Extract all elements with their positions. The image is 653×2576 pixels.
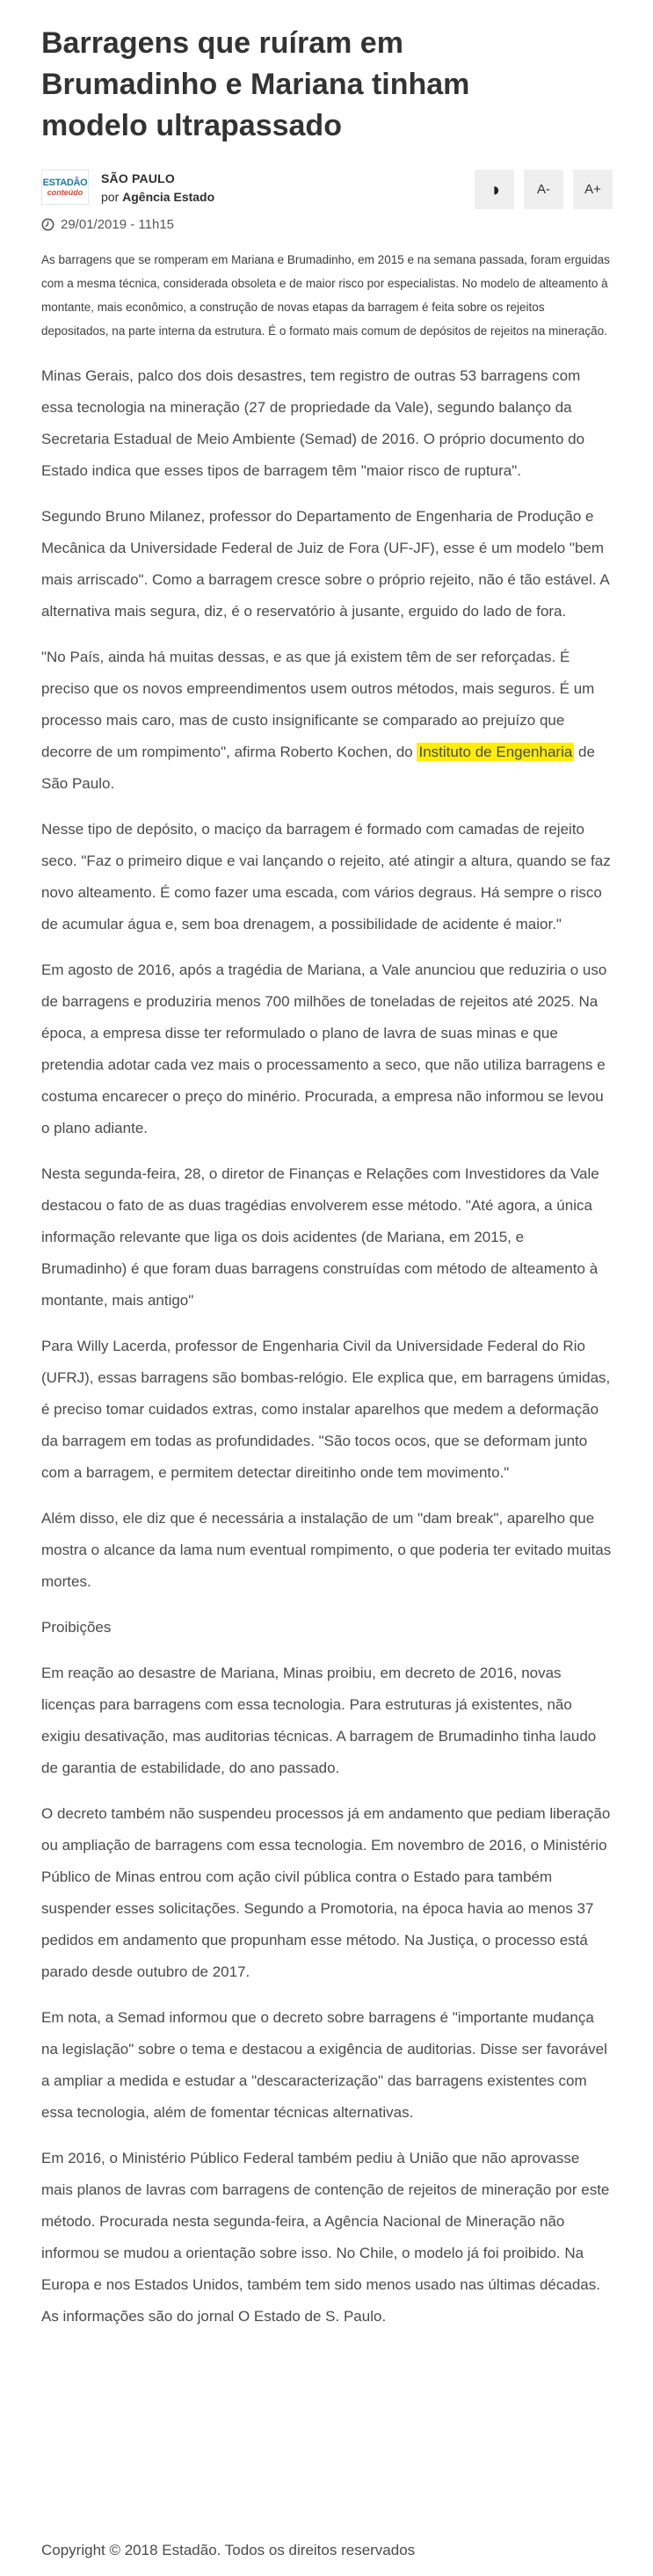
paragraph-text: de São Paulo.: [41, 744, 595, 792]
paragraph-text: "No País, ainda há muitas dessas, e as que já existem têm de ser reforçadas. É preciso que os novos empreendimentos usem outros métodos, mais seguros. É um processo mais caro, mas de custo insignificante se comparado ao prejuízo que decorre de um rompimento", afirma Roberto Kochen, do: [41, 649, 595, 760]
article-paragraph: Em agosto de 2016, após a tragédia de Mariana, a Vale anunciou que reduziria o uso de barragens e produziria menos 700 milhões de toneladas de rejeitos até 2025. Na época, a empresa disse ter reformulado o plano de lavra de suas minas e que pretendia adotar cada vez mais o processamento a seco, que não utiliza barragens e costuma encarecer o preço do minério. Procurada, a empresa não informou se levou o plano adiante.: [41, 961, 607, 1136]
contrast-button[interactable]: [475, 170, 514, 209]
article-paragraph: Nesse tipo de depósito, o maciço da barragem é formado com camadas de rejeito seco. "Faz o primeiro dique e vai lançando o rejeito, até atingir a altura, quando se faz novo alteamento. É como fazer uma escada, com vários degraus. Há sempre o risco de acumular água e, sem boa drenagem, a possibilidade de acidente é maior.": [41, 821, 611, 932]
article-paragraph: Em reação ao desastre de Mariana, Minas proibiu, em decreto de 2016, novas licenças para barragens com essa tecnologia. Para estruturas já existentes, não exigiu desativação, mas auditorias técnicas. A barragem de Brumadinho tinha laudo de garantia de estabilidade, do ano passado.: [41, 1665, 597, 1776]
font-increase-button[interactable]: A+: [573, 170, 613, 209]
contrast-icon: ◑: [488, 178, 501, 200]
byline-location: SÃO PAULO: [101, 171, 175, 185]
article-body: [41, 360, 613, 2347]
publish-date-row: [41, 217, 613, 232]
search-highlight: Instituto de Engenharia: [418, 744, 573, 760]
article-paragraph: Para Willy Lacerda, professor de Engenharia Civil da Universidade Federal do Rio (UFRJ), essas barragens são bombas-relógio. Ele explica que, em barragens úmidas, é preciso tomar cuidados extras, como instalar aparelhos que medem a deformação da barragem em todas as profundidades. "São tocos ocos, que se deformam junto com a barragem, e permitem detectar direitinho onde tem movimento.": [41, 1338, 611, 1481]
article-paragraph: Segundo Bruno Milanez, professor do Departamento de Engenharia de Produção e Mecânica da Universidade Federal de Juiz de Fora (UF-JF), esse é um modelo "bem mais arriscado". Como a barragem cresce sobre o próprio rejeito, não é tão estável. A alternativa mais segura, diz, é o reservatório à jusante, erguido do lado de fora.: [41, 508, 609, 620]
article-subheading: Proibições: [41, 1619, 112, 1636]
byline-text: [101, 170, 214, 204]
byline: [41, 170, 613, 209]
font-decrease-button[interactable]: A-: [524, 170, 563, 209]
article-paragraph: [41, 642, 613, 800]
byline-prefix: por: [101, 190, 120, 204]
page-title: Barragens que ruíram em Brumadinho e Mariana tinham modelo ultrapassado: [41, 26, 470, 142]
article-paragraph: Em 2016, o Ministério Público Federal também pediu à União que não aprovasse mais planos de lavras com barragens de contenção de rejeitos de mineração por este método. Procurada nesta segunda-feira, a Agência Nacional de Mineração não informou se mudou a orientação sobre isso. No Chile, o modelo já foi proibido. Na Europa e nos Estados Unidos, também tem sido menos usado nas últimas décadas. As informações são do jornal O Estado de S. Paulo.: [41, 2150, 610, 2325]
article-paragraph: Minas Gerais, palco dos dois desastres, tem registro de outras 53 barragens com essa tecnologia na mineração (27 de propriedade da Vale), segundo balanço da Secretaria Estadual de Meio Ambiente (Semad) de 2016. O próprio documento do Estado indica que esses tipos de barragem têm "maior risco de ruptura".: [41, 367, 585, 479]
article-paragraph: Nesta segunda-feira, 28, o diretor de Finanças e Relações com Investidores da Vale destacou o fato de as duas tragédias envolverem esse método. "Até agora, a única informação relevante que liga os dois acidentes (de Mariana, em 2015, e Brumadinho) é que foram duas barragens construídas com método de alteamento à montante, mais antigo": [41, 1165, 599, 1309]
byline-author-line: [101, 190, 214, 204]
article-paragraph: O decreto também não suspendeu processos já em andamento que pediam liberação ou ampliação de barragens com essa tecnologia. Em novembro de 2016, o Ministério Público de Minas entrou com ação civil pública contra o Estado para também suspender esses solicitações. Segundo a Promotoria, na época havia ao menos 37 pedidos em andamento que propunham esse método. Na Justiça, o processo está parado desde outubro de 2017.: [41, 1805, 611, 1980]
lead-paragraph: As barragens que se romperam em Mariana e Brumadinho, em 2015 e na semana passada, foram erguidas com a mesma técnica, considerada obsoleta e de maior risco por especialistas. No modelo de alteamento à montante, mais econômico, a construção de novas etapas da barragem é feita sobre os rejeitos depositados, na parte interna da estrutura. É o formato mais comum de depósitos de rejeitos na mineração.: [41, 253, 610, 337]
logo-subtitle: conteúdo: [47, 188, 83, 197]
copyright-notice: Copyright © 2018 Estadão. Todos os direitos reservados: [41, 2542, 416, 2558]
accessibility-toolbar: [475, 170, 613, 209]
article-paragraph: Além disso, ele diz que é necessária a instalação de um "dam break", aparelho que mostra o alcance da lama num eventual rompimento, o que poderia ter evitado muitas mortes.: [41, 1510, 612, 1590]
article-paragraph: Em nota, a Semad informou que o decreto sobre barragens é "importante mudança na legislação" sobre o tema e destacou a exigência de auditorias. Disse ser favorável a ampliar a medida e estudar a "descaracterização" das barragens existentes com essa tecnologia, além de fomentar técnicas alternativas.: [41, 2009, 607, 2121]
clock-icon: [41, 218, 54, 231]
logo-wordmark: ESTADÃO: [42, 178, 88, 188]
byline-author: Agência Estado: [122, 190, 215, 204]
estadao-conteudo-logo: [41, 170, 89, 205]
publish-date: 29/01/2019 - 11h15: [61, 217, 175, 232]
